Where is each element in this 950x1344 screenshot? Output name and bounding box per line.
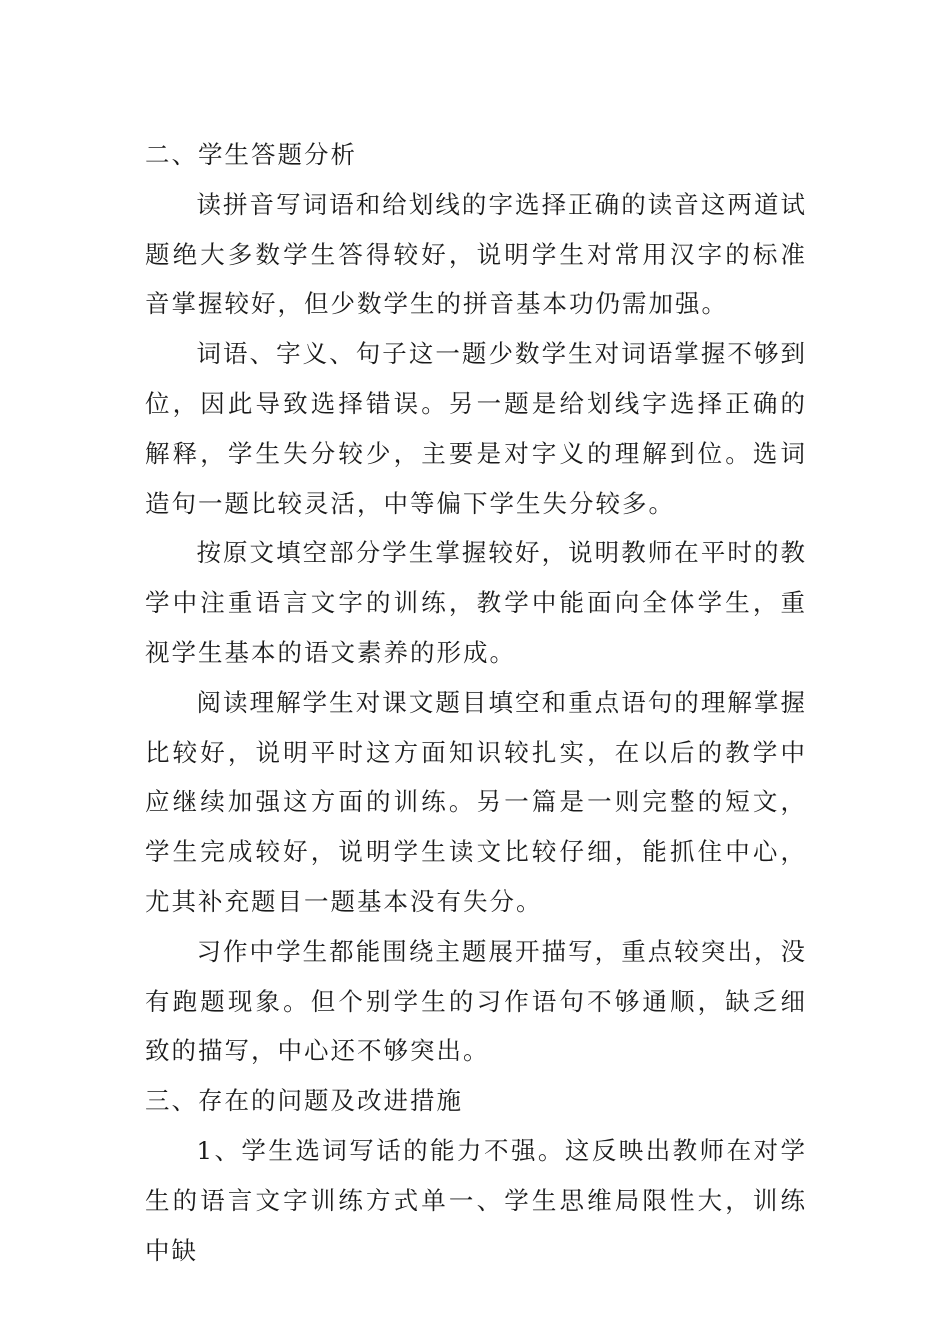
paragraph-problem-1: 1、学生选词写话的能力不强。这反映出教师在对学生的语言文字训练方式单一、学生思维局限性大，训练中缺 bbox=[145, 1135, 807, 1265]
paragraph-vocabulary-analysis: 词语、字义、句子这一题少数学生对词语掌握不够到位，因此导致选择错误。另一题是给划线字选择正确的解释，学生失分较少，主要是对字义的理解到位。选词造句一题比较灵活，中等偏下学生失分较多。 bbox=[145, 339, 807, 518]
paragraph-pinyin-analysis: 读拼音写词语和给划线的字选择正确的读音这两道试题绝大多数学生答得较好，说明学生对常用汉字的标准音掌握较好，但少数学生的拼音基本功仍需加强。 bbox=[145, 189, 807, 319]
paragraph-writing-analysis: 习作中学生都能围绕主题展开描写，重点较突出，没有跑题现象。但个别学生的习作语句不够通顺，缺乏细致的描写，中心还不够突出。 bbox=[145, 936, 807, 1066]
document-body bbox=[145, 130, 807, 1275]
section-heading-2: 二、学生答题分析 bbox=[145, 140, 357, 169]
section-heading-3: 三、存在的问题及改进措施 bbox=[145, 1086, 463, 1116]
paragraph-fill-in-analysis: 按原文填空部分学生掌握较好，说明教师在平时的教学中注重语言文字的训练，教学中能面向全体学生，重视学生基本的语文素养的形成。 bbox=[145, 538, 807, 667]
paragraph-reading-analysis: 阅读理解学生对课文题目填空和重点语句的理解掌握比较好，说明平时这方面知识较扎实，在以后的教学中应继续加强这方面的训练。另一篇是一则完整的短文，学生完成较好，说明学生读文比较仔细，能抓住中心，尤其补充题目一题基本没有失分。 bbox=[145, 687, 807, 916]
